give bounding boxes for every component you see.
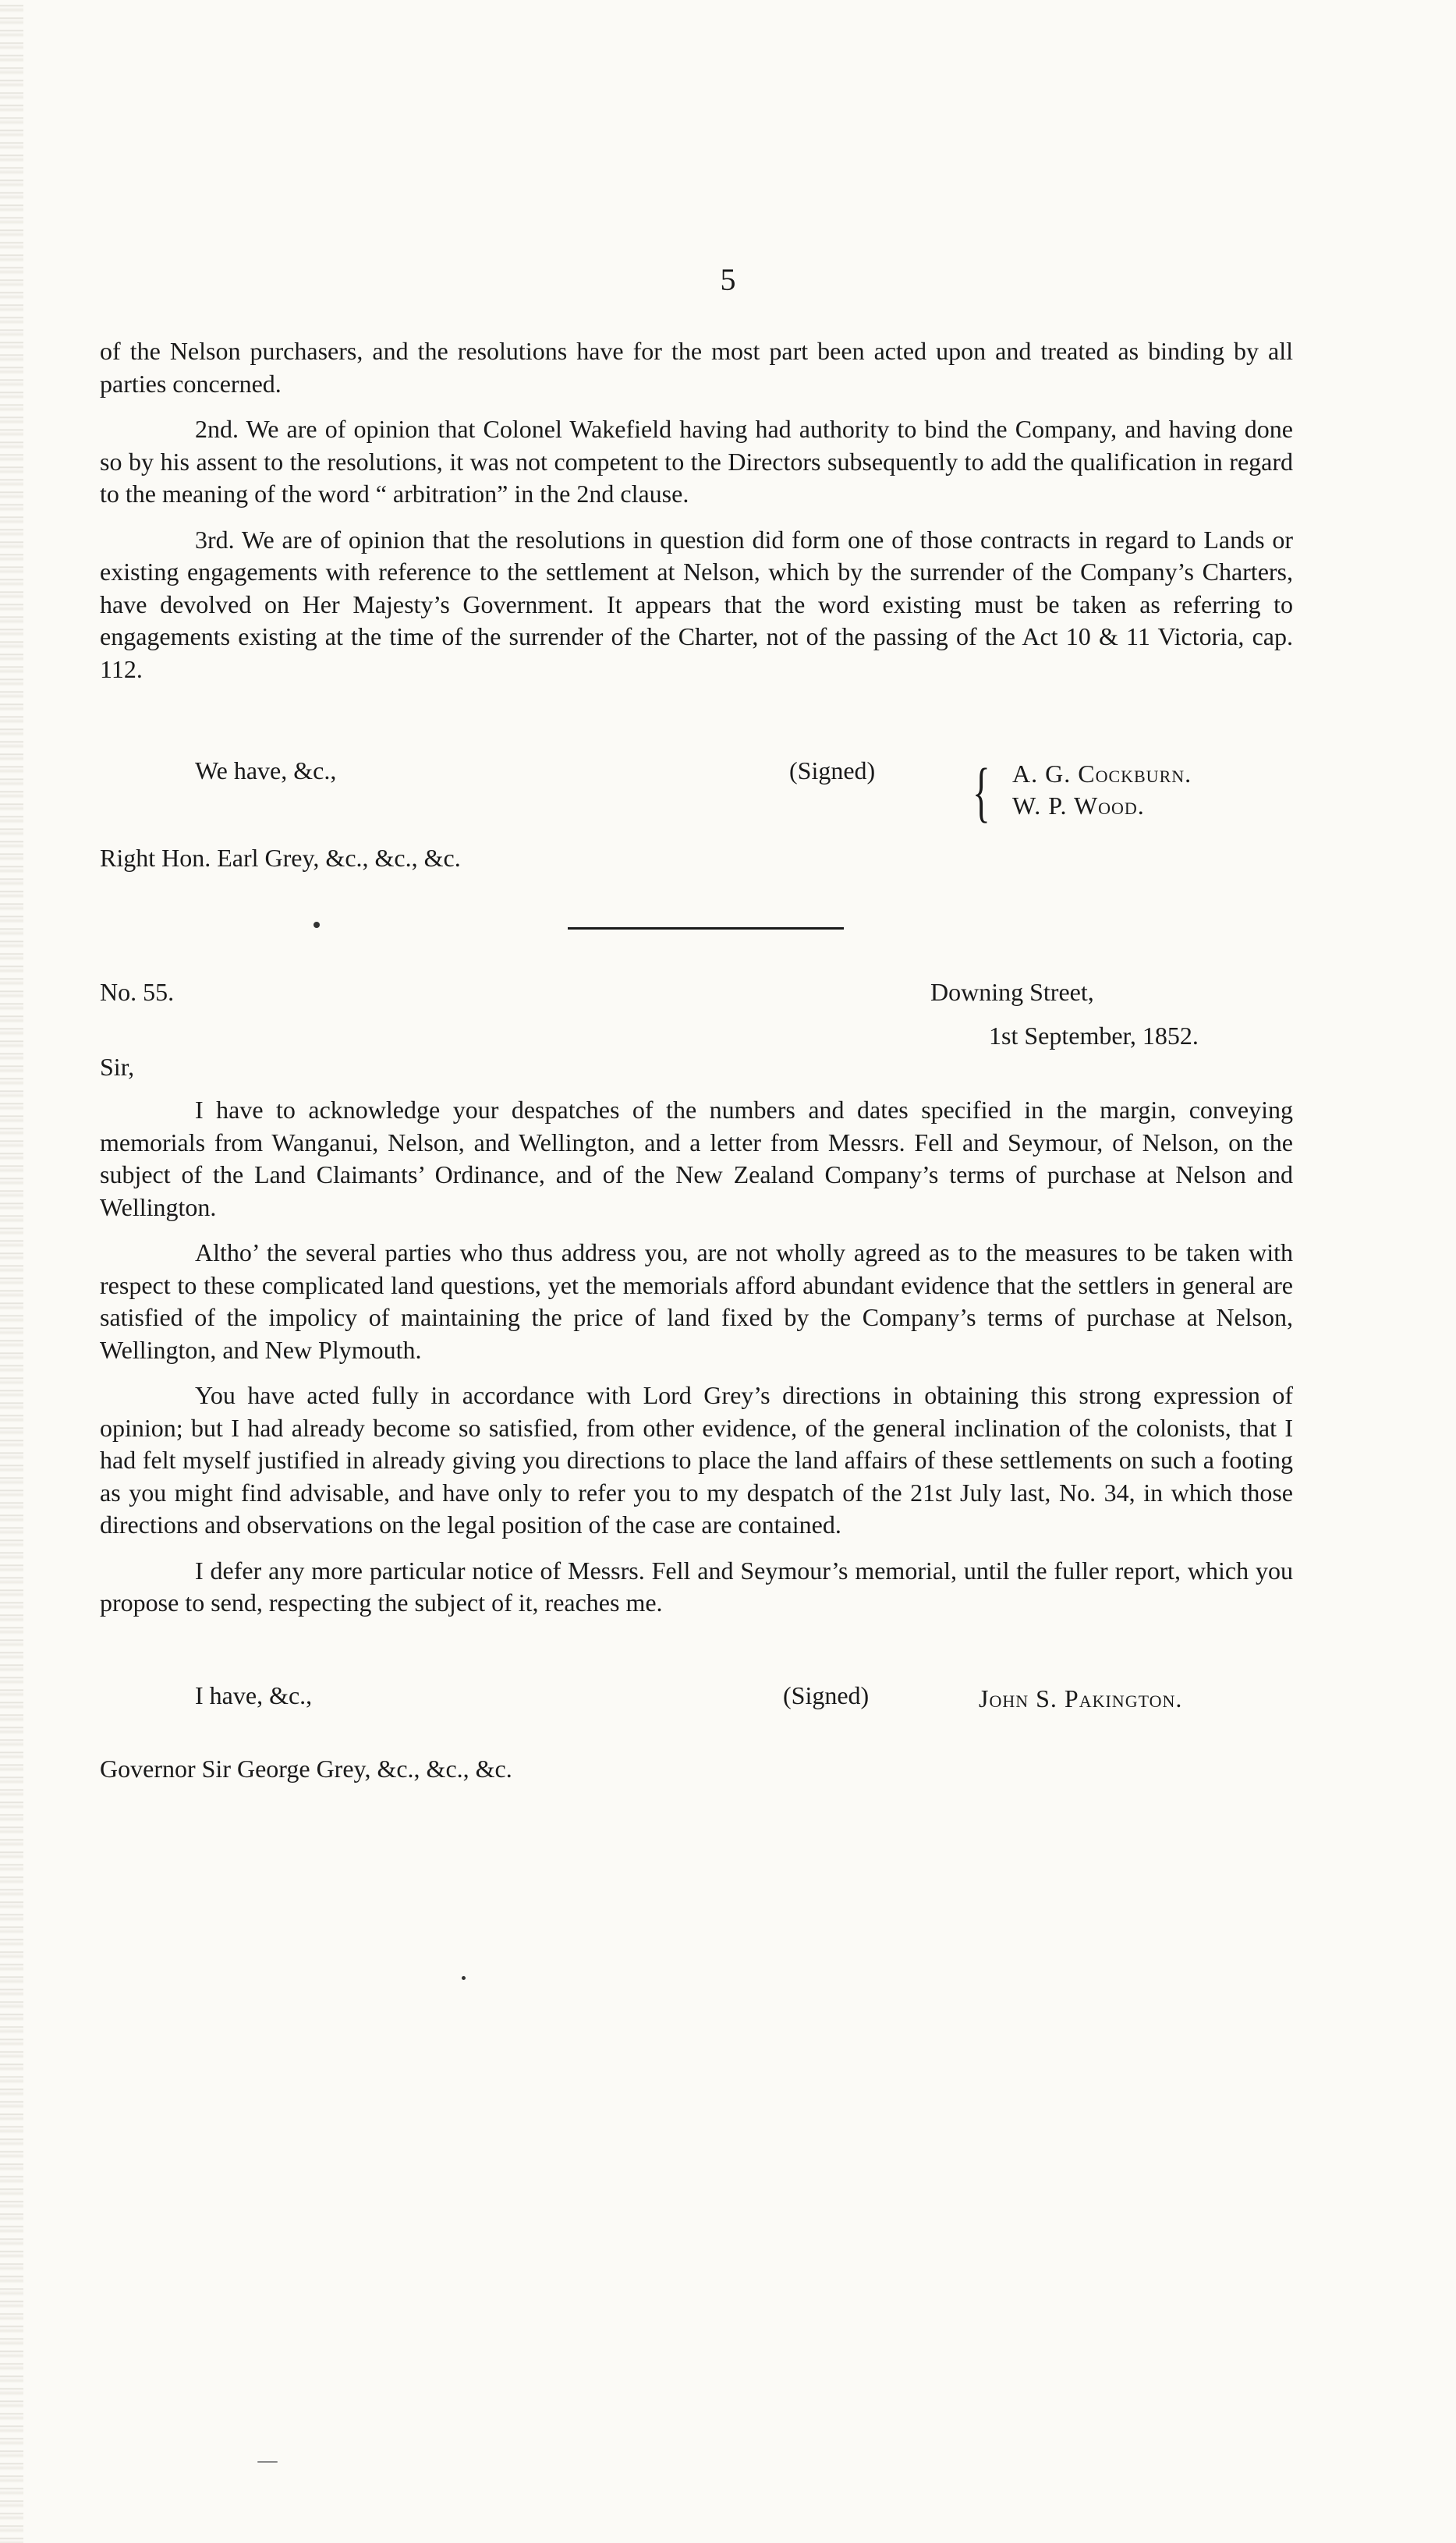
letter2-signed: (Signed) <box>783 1681 870 1709</box>
letter1-paragraph-2nd: 2nd. We are of opinion that Colonel Wakefield having had authority to bind the Company, and having done so by his assent to the resolutions, it was not competent to the Directors subsequently to add the qualification in regard to the meaning of the word “ arbitration” in the 2nd clause. <box>100 415 1293 508</box>
letter1-paragraph-continued: of the Nelson purchasers, and the resolutions have for the most part been acted upon and treated as binding by all parties concerned. <box>100 337 1293 398</box>
ink-speck <box>314 922 320 928</box>
despatch-number: No. 55. <box>100 978 175 1006</box>
letter2-paragraph-4: I defer any more particular notice of Messrs. Fell and Seymour’s memorial, until the fuller report, which you propose to send, respecting the subject of it, reaches me. <box>100 1556 1293 1617</box>
letter2-addressee: Governor Sir George Grey, &c., &c., &c. <box>100 1755 512 1783</box>
letter2-body <box>100 1094 1293 1633</box>
letter1-body <box>100 335 1293 699</box>
despatch-place: Downing Street, <box>930 978 1094 1006</box>
ink-mark <box>257 2461 278 2463</box>
letter2-closing: I have, &c., <box>195 1681 313 1709</box>
section-divider <box>568 927 844 930</box>
page-number: 5 <box>720 262 736 297</box>
letter2-signatory: John S. Pakington. <box>979 1684 1183 1712</box>
despatch-date: 1st September, 1852. <box>989 1022 1199 1050</box>
letter1-paragraph-3rd: 3rd. We are of opinion that the resolutions in question did form one of those contracts in regard to Lands or existing engagements with reference to the settlement at Nelson, which by the surrender of the Company’s Charters, have devolved on Her Majesty’s Government. It appears that the word existing must be taken as referring to engagements existing at the time of the surrender of the Charter, not of the passing of the Act 10 & 11 Victoria, cap. 112. <box>100 525 1293 683</box>
letter1-addressee: Right Hon. Earl Grey, &c., &c., &c. <box>100 844 461 872</box>
signatories-brace: { <box>972 754 990 829</box>
letter2-paragraph-2: Altho’ the several parties who thus address you, are not wholly agreed as to the measures to be taken with respect to these complicated land questions, yet the memorials afford abundant evidence that the settlers in general are satisfied of the impolicy of maintaining the price of land fixed by the Company’s terms of purchase at Nelson, Wellington, and New Plymouth. <box>100 1238 1293 1364</box>
letter1-closing: We have, &c., <box>195 756 337 785</box>
letter2-paragraph-3: You have acted fully in accordance with Lord Grey’s directions in obtaining this strong expression of opinion; but I had already become so satisfied, from other evidence, of the general inclination of the colonists, that I had felt myself justified in already giving you directions to place the land affairs of these settlements on such a footing as you might find advisable, and have only to refer you to my despatch of the 21st July last, No. 34, in which those directions and observations on the legal position of the case are contained. <box>100 1381 1293 1539</box>
salutation: Sir, <box>100 1053 135 1081</box>
scanned-page-edge <box>0 0 23 2543</box>
letter1-signatory-2: W. P. Wood. <box>1012 792 1145 820</box>
letter1-signatory-1: A. G. Cockburn. <box>1012 760 1192 788</box>
letter2-paragraph-1: I have to acknowledge your despatches of the numbers and dates specified in the margin, conveying memorials from Wanganui, Nelson, and Wellington, and a letter from Messrs. Fell and Seymour, of Nelson, on the subject of the Land Claimants’ Ordinance, and of the New Zealand Company’s terms of purchase at Nelson and Wellington. <box>100 1096 1293 1221</box>
letter1-signed: (Signed) <box>789 756 876 785</box>
ink-speck <box>462 1976 466 1980</box>
